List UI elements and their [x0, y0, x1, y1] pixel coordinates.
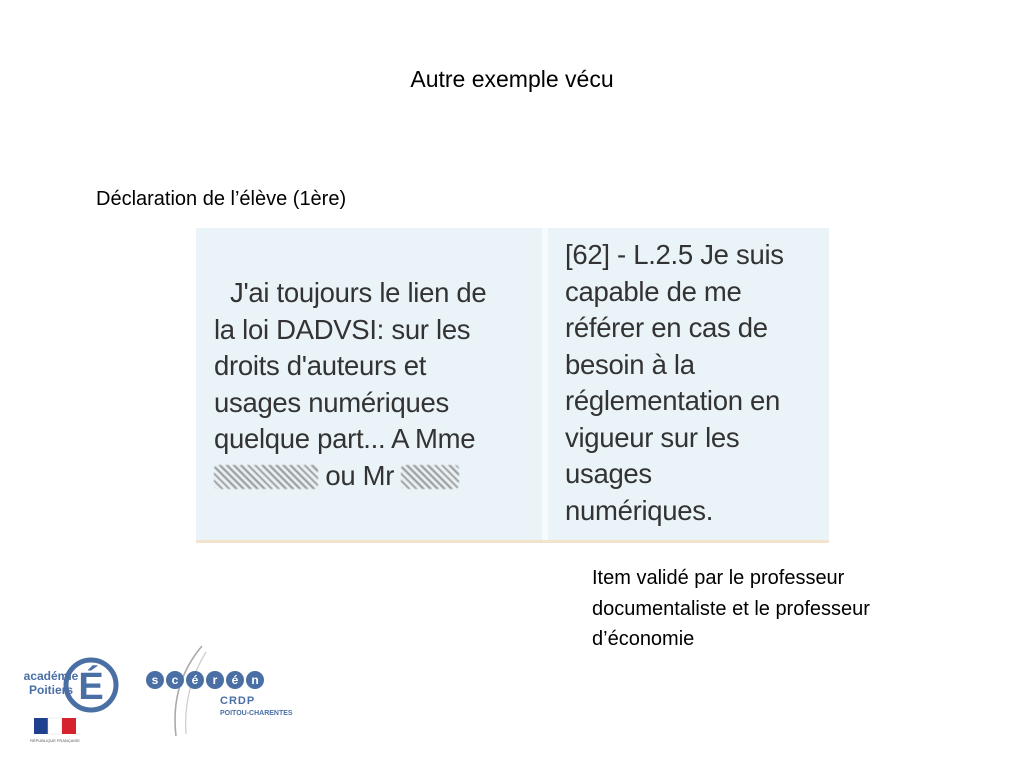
statement-line: droits d'auteurs et	[214, 350, 427, 381]
statement-line: la loi DADVSI: sur les	[214, 313, 471, 345]
redacted-name	[401, 465, 459, 489]
item-line: réglementation en	[565, 385, 781, 416]
republique-text: RÉPUBLIQUE FRANÇAISE	[30, 738, 80, 743]
sceren-letter: é	[231, 673, 239, 687]
logo-letter: É	[78, 666, 104, 708]
redacted-name	[214, 465, 318, 489]
sceren-letter: r	[212, 673, 218, 687]
scanned-excerpt	[196, 228, 829, 543]
sceren-letter: c	[171, 673, 179, 687]
validation-note: Item validé par le professeur documentaliste et le professeur d’économie	[592, 567, 870, 650]
item-line: usages	[565, 458, 652, 489]
logo-poitiers-text: Poitiers	[28, 683, 74, 697]
logo-academie-text: académie	[23, 669, 79, 683]
statement-line: J'ai toujours le lien de	[230, 277, 487, 308]
statement-line: usages numériques	[214, 386, 449, 418]
region-text: POITOU-CHARENTES	[220, 710, 293, 717]
sceren-letter: n	[251, 673, 259, 687]
logo-swoosh	[175, 646, 202, 736]
item-line: référer en cas de	[565, 312, 768, 343]
crdp-text: CRDP	[220, 695, 256, 707]
item-line: numériques.	[565, 494, 714, 526]
competency-item	[565, 237, 835, 529]
item-line: [62] - L.2.5 Je suis	[565, 239, 784, 270]
academie-poitiers-logo	[22, 644, 122, 748]
student-statement	[214, 275, 544, 494]
statement-line: quelque part... A Mme	[214, 423, 476, 454]
sceren-letter: s	[151, 673, 159, 687]
slide-subtitle: Déclaration de l’élève (1ère)	[96, 188, 347, 210]
slide-title: Autre exemple vécu	[410, 66, 614, 92]
statement-line-redacted: ou Mr	[214, 458, 544, 495]
item-line: vigueur sur les	[565, 421, 740, 453]
sceren-letters	[146, 671, 264, 689]
french-flag-icon	[34, 718, 76, 734]
item-line: besoin à la	[565, 348, 695, 380]
sceren-crdp-logo	[140, 642, 310, 742]
sceren-letter: é	[191, 673, 199, 687]
item-line: capable de me	[565, 275, 742, 307]
